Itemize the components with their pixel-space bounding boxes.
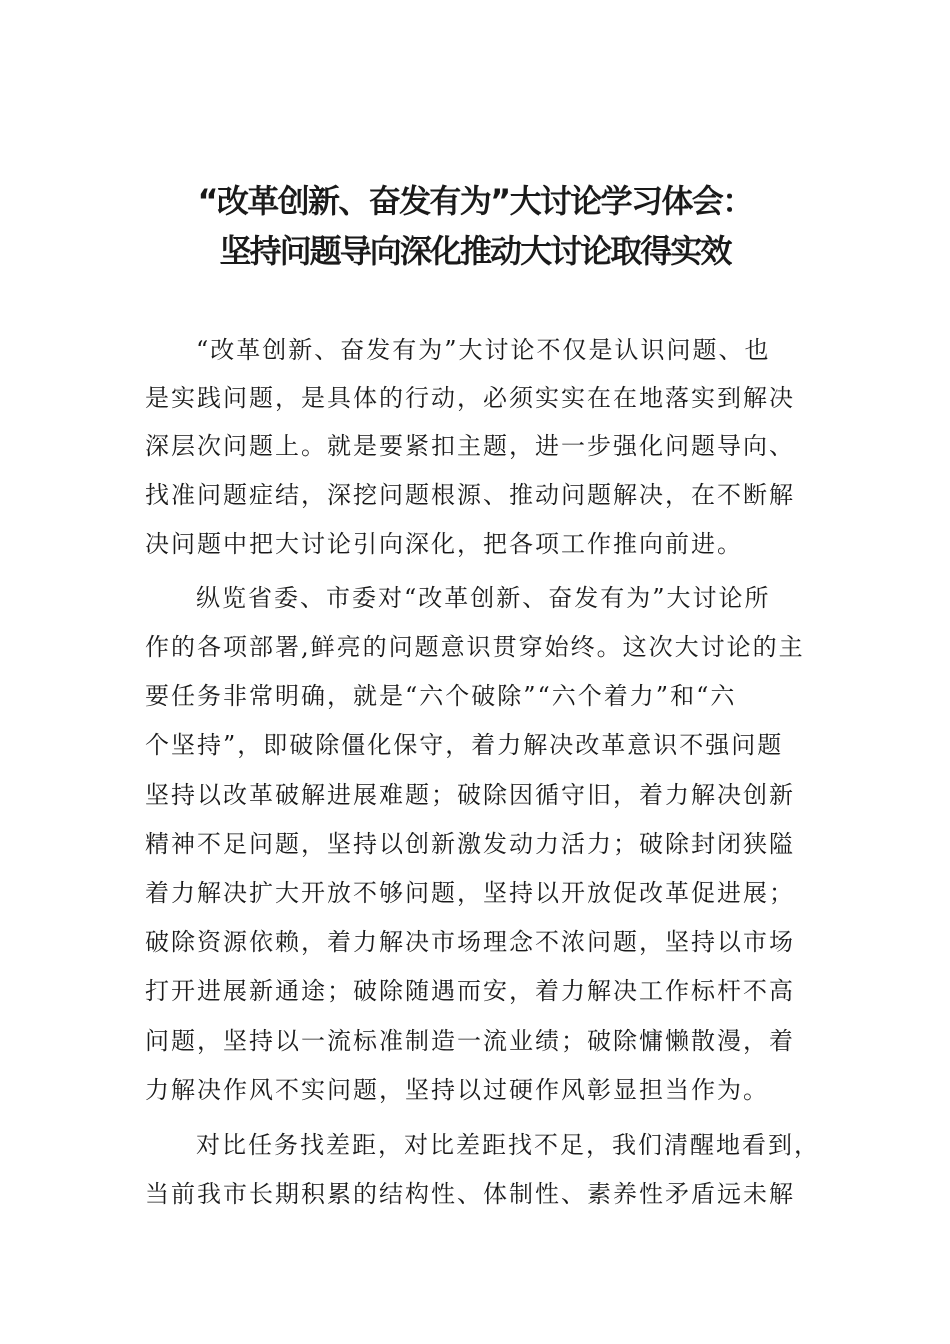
- paragraph-line: 要任务非常明确，就是“六个破除”“六个着力”和“六: [145, 682, 737, 710]
- title-line-1: “改革创新、奋发有为”大讨论学习体会：: [197, 182, 753, 220]
- paragraph-line: 打开进展新通途；破除随遇而安，着力解决工作标杆不高: [145, 977, 795, 1005]
- paragraph-line: 坚持以改革破解进展难题；破除因循守旧，着力解决创新: [145, 781, 795, 809]
- paragraph-line: 破除资源依赖，着力解决市场理念不浓问题，坚持以市场: [145, 928, 795, 956]
- paragraph-line: 精神不足问题，坚持以创新激发动力活力；破除封闭狭隘: [145, 830, 795, 858]
- paragraph-line: 找准问题症结，深挖问题根源、推动问题解决，在不断解: [145, 481, 795, 509]
- paragraph-line: 纵览省委、市委对“改革创新、奋发有为”大讨论所: [196, 584, 771, 612]
- paragraph-line: 是实践问题，是具体的行动，必须实实在在地落实到解决: [145, 384, 795, 412]
- paragraph-line: 对比任务找差距，对比差距找不足，我们清醒地看到，: [196, 1131, 820, 1159]
- title-line-2: 坚持问题导向深化推动大讨论取得实效: [219, 232, 731, 270]
- paragraph-line: 决问题中把大讨论引向深化，把各项工作推向前进。: [145, 530, 743, 558]
- paragraph-line: 问题，坚持以一流标准制造一流业绩；破除慵懒散漫，着: [145, 1027, 795, 1055]
- paragraph-line: 个坚持”，即破除僵化保守，着力解决改革意识不强问题: [145, 731, 784, 759]
- paragraph-line: 力解决作风不实问题，坚持以过硬作风彰显担当作为。: [145, 1076, 769, 1104]
- paragraph-line: 作的各项部署,鲜亮的问题意识贯穿始终。这次大讨论的主: [145, 633, 805, 661]
- paragraph-line: “改革创新、奋发有为”大讨论不仅是认识问题、也: [196, 336, 771, 364]
- paragraph-line: 着力解决扩大开放不够问题，坚持以开放促改革促进展；: [145, 879, 795, 907]
- paragraph-line: 当前我市长期积累的结构性、体制性、素养性矛盾远未解: [145, 1180, 795, 1208]
- paragraph-line: 深层次问题上。就是要紧扣主题，进一步强化问题导向、: [145, 432, 795, 460]
